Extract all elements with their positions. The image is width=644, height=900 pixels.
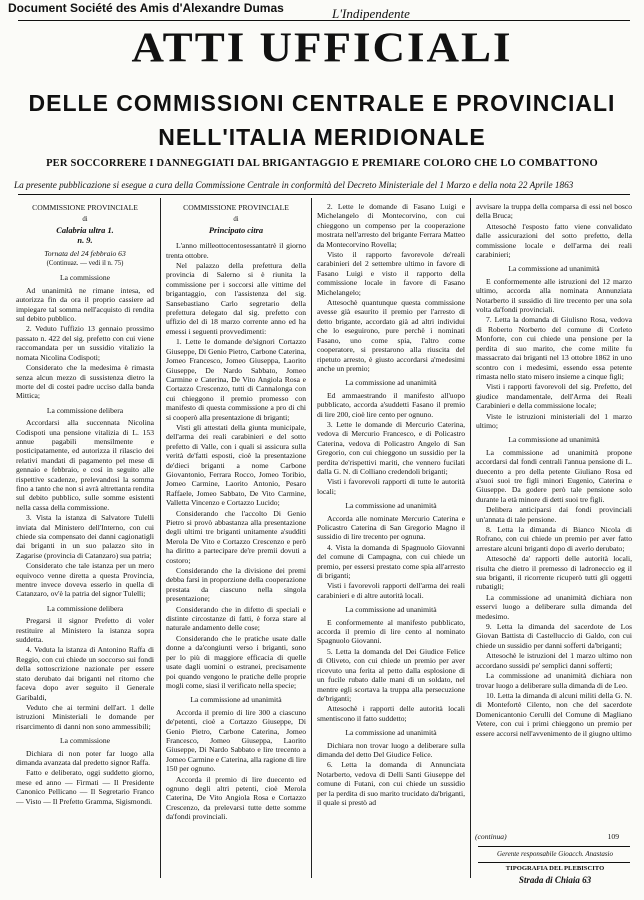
column-1	[16, 198, 154, 878]
watermark-text: Document Société des Amis d'Alexandre Dumas	[8, 1, 284, 15]
paragraph: Considerando che la divisione dei premi debba farsi in proporzione della cooperazione prestata da ciascuno nella singola presentazione;	[166, 566, 306, 604]
newspaper-name: L'Indipendente	[332, 6, 410, 21]
paragraph: La commissione ad unanimità dichiara non esservi luogo a deliberare sulla dimanda del medesimo.	[476, 592, 632, 621]
top-rule	[18, 20, 630, 21]
column-4	[476, 198, 632, 826]
paragraph: Attesochè l'esposto fatto viene convalidato dalle assicurazioni del sotto prefetto, della commissione locale e dell'arma dei reali carabinieri;	[476, 221, 632, 260]
paragraph: 3. Lette le domande di Mercurio Caterina, vedova di Mercurio Francesco, e di Policastro Caterina, vedova di Policastro Angelo di San Gregorio, con cui chieggono un sussidio per la perdita de'rispettivi mariti, che vennero fucilati dalla G. N. di Colliano credendoli briganti;	[317, 419, 465, 476]
masthead-line5: La presente pubblicazione si esegue a cura della Commissione Centrale in conformità del Decreto Ministeriale del 1 Marzo e della nota 22 Aprile 1863	[14, 180, 574, 190]
col2-heading: COMMISSIONE PROVINCIALE	[183, 203, 289, 212]
paragraph: Visti gli attestati della giunta municipale, dell'arma dei reali carabinieri e del sotto prefetto di Valle, con i quali si assicura sulla verità de'fatti esposti, cioè la presentazione de'dieci briganti a nome Carbone Giovantonio, Ferrara Rocco, Jomeo Toribio, Jomeo Carmine, Laorito Antonio, Pesaro Raffaele, Jomeo Sabbato, De Vito Carmine, Valletta Vincenzo e Cortazzo Lucido;	[166, 422, 306, 508]
paragraph: 5. Letta la domanda del Dei Giudice Felice di Oliveto, con cui chiede un premio per aver ricevuto una ferita al petto dalla esplosione di un fucile rubato dalle mani di un soldato, nel mentre egli scortava la truppa alla persecuzione de'briganti;	[317, 646, 465, 703]
col1-number: n. 9.	[77, 236, 93, 246]
paragraph: 7. Letta la domanda di Giulisno Rosa, vedova di Roberto Norberto del comune di Corleto Monforte, con cui chiede una pensione per la perdita di suo marito, che come milite fu massacrato dai briganti nel 13 ottobre 1862 in uno scontro con i medesimi, essendo essa petente rimasta nello stato misero insieme a cinque figli;	[476, 315, 632, 381]
footer-rule	[478, 846, 630, 847]
paragraph: Veduto che ai termini dell'art. 1 delle istruzioni Ministeriali le domande per risarcimento di danni non sono ammessibili;	[16, 702, 154, 731]
paragraph: Considerando che l'accolto Di Genio Pietro si provò abbastanza alla presentazione degli ultimi tre briganti unitamente a'sudditi Merola De Vito e Cortazzo Crescenzo e però ha diritto a partecipare de're premii dovuti a costoro;	[166, 508, 306, 565]
paragraph: Accorda il premio di lire 300 a ciascuno de'petenti, cioè a Cortazzo Giuseppe, Di Genio Pietro, Carbone Caterina, Jomeo Francesco, Jomeo Giuseppa, Laorito Giuseppe, Di Nardo Sabbato e lire trecento a Jomeo Carmine e Caterina, alla ragione di lire 150 per ognuno.	[166, 707, 306, 774]
col1-di: di	[82, 216, 88, 224]
masthead-title: ATTI UFFICIALI	[131, 23, 513, 71]
column-2	[166, 198, 306, 878]
column-divider	[311, 198, 312, 878]
paragraph: Accorda il premio di lire duecento ed ognuno degli altri petenti, cioè Merola Caterina, De Vito Angiola Rosa e Cortazzo Crescenzo, da prelevarsi tutte dette somme da'fondi provinciali.	[166, 774, 306, 822]
paragraph: Fatto e deliberato, oggi suddetto giorno, mese ed anno — Firmati — Il Presidente Canonico Pellicano — Il Segretario Franco — Visto — Il Prefetto Gramma, Sigismondi.	[16, 768, 154, 806]
paragraph: Considerato che tale istanza per un mero equivoco venne diretta a questa Provincia, mentre invece doveva esserlo in quella di Catanzaro, ov'è la patria del signor Tulelli;	[16, 561, 154, 599]
col1-heading: COMMISSIONE PROVINCIALE	[32, 203, 138, 212]
paragraph: Attesochè da' rapporti delle autorità locali, risulta che dietro il premesso di ladroneccio eg il sua briganti, il ricorrente ricuperò tutti gli oggetti rubatigli;	[476, 554, 632, 592]
paragraph: Delibera anticiparsi dai fondi provinciali un'annata di tale pensione.	[476, 505, 632, 524]
section-heading: La commissione ad unanimità	[345, 728, 437, 738]
paragraph: Accordarsi alla succennata Nicolina Codispoti una pensione vitalizia di L. 153 annue pagabili mensilmente e posticipatamente, ed autorizza il rilascio dei relativi mandati di pagamento pel mese di gennaio e febbraio, e così in seguito alle rispettive scadenze, prelevandosi la somma fino a tanto che non si avrà altrettanta rendita sul debito pubblico, sulle somme esistenti nella cassa della commissione.	[16, 418, 154, 512]
footer-rule-2	[478, 862, 630, 863]
paragraph: Considerato che la medesima è rimasta senza alcun mezzo di sussistenza dietro la morte del di costei padre ucciso dalla banda Mittica;	[16, 363, 154, 401]
paragraph: 8. Letta la dimanda di Bianco Nicola di Rofrano, con cui chiede un premio per aver fatto arrestare alcuni briganti dopo di averlo derubato;	[476, 525, 632, 553]
column-divider	[470, 198, 471, 878]
paragraph: Visti i favorevoli rapporti dell'arma dei reali carabinieri e di altre autorità locali.	[317, 581, 465, 600]
paragraph: Viste le istruzioni ministeriali del 1 marzo ultimo;	[476, 411, 632, 430]
paragraph: 1. Lette le domande de'signori Cortazzo Giuseppe, Di Genio Pietro, Carbone Caterina, Jomeo Francesco, Jomeo Giuseppa, Laorito Giuseppe, De Nardo Sabbato, Jomeo Carmine e Caterina, De Vito Angiola Rosa e Cortazzo Crescenzo, tutti di Cannalonga con cui chieggono il premio promesso con manifesto di questa commissione a pro di chi si cooperò alla presentazione di briganti;	[166, 337, 306, 422]
paragraph: La commissione ad unanimità propone accordarsi dal fondi centrali l'annua pensione di L. duecento a pro della petente Giuliano Rosa ed a'suoi suoi tre figli minori Eugenio, Caterina e Giuseppe. Da godere però tale pensione solo durante la età minore di detti suoi tre figli.	[476, 447, 632, 504]
paragraph: 4. Veduta la istanza di Antonino Raffa di Reggio, con cui chiede un soccorso sui fondi della sottoscrizione nazionale per essere stato derubato dai briganti nel ritorno che faceva dopo aver seguito il Generale Garibaldi,	[16, 645, 154, 702]
col1-province: Calabria ultra 1.	[56, 225, 114, 235]
paragraph: E conformemente al manifesto pubblicato, accorda il premio di lire cento al nominato Spagnuolo Giovanni.	[317, 617, 465, 646]
paragraph: Visti i rapporti favorevoli del sig. Prefetto, del giudice mandamentale, dell'Arma dei Reali Carabinieri e della commissione locale;	[476, 382, 632, 411]
paragraph: avvisare la truppa della comparsa di essi nel bosco della Bruca;	[476, 202, 632, 221]
paragraph: Ed ammaestrando il manifesto all'uopo pubblicato, accorda a'suddetti Fasano il premio di lire 200, cioè lire cento per ognuno.	[317, 390, 465, 419]
section-heading: La commissione ad unanimità	[508, 264, 600, 274]
paragraph: L'anno milleottocentosessantatrè il giorno trenta ottobre.	[166, 241, 306, 260]
section-heading: La commissione delibera	[46, 603, 124, 613]
section-heading: La commissione	[60, 273, 110, 283]
masthead-line2: DELLE COMMISSIONI CENTRALE E PROVINCIALI	[28, 90, 616, 116]
page-number: 109	[607, 832, 619, 841]
section-heading: La commissione ad unanimità	[345, 501, 437, 511]
paragraph: Ad unanimità ne rimane intesa, ed autorizza fin da ora il proprio cassiere ad impiegare tal somma nell'acquisto di rendita sul debito pubblico.	[16, 285, 154, 324]
masthead-rule	[18, 194, 630, 195]
col2-di: di	[233, 216, 239, 224]
col1-continuation: (Continuaz. — vedi il n. 75)	[46, 260, 124, 268]
paragraph: 6. Letta la domanda di Annunciata Notarberto, vedova di Delli Santi Giuseppe del comune di Futani, con cui chiede un sussidio per la perdita di suo marito trucidato da'briganti, il quale si prestò ad	[317, 760, 465, 807]
section-heading: La commissione ad unanimità	[345, 378, 437, 388]
paragraph: Pregarsi il signor Prefetto di voler restituire al Ministero la istanza sopra suddetta.	[16, 616, 154, 645]
masthead-line3: NELL'ITALIA MERIDIONALE	[158, 124, 486, 150]
paragraph: 2. Veduto l'uffizio 13 gennaio prossimo passato n. 422 del sig. prefetto con cui viene raccomandata per un sussidio vitalizio la nomata Nicolina Codispoti;	[16, 324, 154, 362]
paragraph: Nel palazzo della prefettura della provincia di Salerno si è riunita la commissione per i soccorsi alle vittime del brigantaggio, con l'assistenza del sig. Sansebastiano Carlo segretario della prefettura delegato dal sig. prefetto con uffizio del di 18 marzo corrente anno ed ha emessi i seguenti provvedimenti:	[166, 261, 306, 336]
column-divider	[160, 198, 161, 878]
paragraph: 2. Lette le domande di Fasano Luigi e Michelangelo di Montecorvino, con cui chieggono un compenso per la cooperazione mostrata nell'arresto del brigante Ferrara Matteo da Montecorvino Rovella;	[317, 202, 465, 249]
section-heading: La commissione ad unanimità	[345, 605, 437, 615]
paragraph: Visto il rapporto favorevole de'reali carabinieri del 2 settembre ultimo in favore di Fasano Luigi e visto il rapporto della commissione locale in favore di Fasano Michelangelo;	[317, 250, 465, 297]
tipografia-line: TIPOGRAFIA DEL PLEBISCITO	[505, 865, 605, 872]
paragraph: Attesochè quantunque questa commissione avesse già esaurito il premio per l'arresto di detto brigante, accordato già ad altri individui che lo eseguirono, pure perchè i nominati Fasano, uno come spia, l'altro come cooperatore, si prestarono alla riuscita del ripetuto arresto, è giusto accordarsi a'medesimi anche un premio;	[317, 298, 465, 373]
paragraph: 10. Letta la dimanda di alcuni militi della G. N. di Montefortè Cilento, non che del sacerdote Domenicantonio Cerulli del Comune di Magliano Vetere, con cui i primi chieggono un premio per essere accorsi nell'avvenimento de il giugno ultimo	[476, 690, 632, 738]
paragraph: La commissione ad unanimità dichiara non trovar luogo a deliberare sulla dimanda di de Leo.	[476, 671, 632, 690]
section-heading: La commissione ad unanimità	[508, 435, 600, 445]
paragraph: Dichiara non trovar luogo a deliberare sulla dimanda del detto Del Giudice Felice.	[317, 740, 465, 759]
col2-province: Principato citra	[208, 225, 264, 235]
paragraph: Considerando che in difetto di speciali e distinte circostanze di fatti, è forza stare al naturale andamento delle cose;	[166, 604, 306, 633]
paragraph: E conformemente alle istruzioni del 12 marzo ultimo, accorda alla nominata Annunziata Notarberto il sussidio di lire trecento per una sola volta da'fondi provinciali.	[476, 276, 632, 315]
gerente-line: Gerente responsabile Gioacch. Anastasio	[496, 850, 613, 858]
paragraph: Dichiara di non poter far luogo alla dimanda avanzata dal predetto signor Raffa.	[16, 748, 154, 767]
paragraph: 3. Vista la istanza di Salvatore Tulelli inviata dal Ministero dell'Interno, con cui chiede sia compensato dei danni cagionatigli dai briganti in un suo palazzo sito in Zagarise (provincia di Catanzaro) sua patria;	[16, 513, 154, 560]
masthead-line4: PER SOCCORRERE I DANNEGGIATI DAL BRIGANTAGGIO E PREMIARE COLORO CHE LO COMBATTONO	[46, 158, 598, 169]
paragraph: Accorda alle nominate Mercurio Caterina e Policastro Caterina di San Gregorio Magno il sussidio di lire trecento per ognuna.	[317, 513, 465, 542]
continua-label: (continua)	[475, 832, 507, 841]
strada-line: Strada di Chiaia 63	[518, 875, 592, 885]
section-heading: La commissione ad unanimità	[190, 695, 282, 705]
paragraph: Visti i favorevoli rapporti di tutte le autorità locali;	[317, 477, 465, 496]
paragraph: 4. Vista la domanda di Spagnuolo Giovanni del comune di Campagna, con cui chiede un premio, per essersi prestato come spia all'arresto di briganti;	[317, 542, 465, 581]
column-3	[317, 198, 465, 878]
col1-tornata: Tornata del 24 febbraio 63	[44, 248, 126, 258]
paragraph: 9. Letta la dimanda del sacerdote de Los Giovan Battista di Castelluccio di Galdo, con cui chiede un sussidio per danni sofferti da'briganti;	[476, 622, 632, 650]
paragraph: Attesochè i rapporti delle autorità locali smentiscono il fatto suddetto;	[317, 704, 465, 723]
section-heading: La commissione delibera	[46, 405, 124, 415]
paragraph: Attesochè le istruzioni del 1 marzo ultimo non accordano sussidi pe' semplici danni sofferti;	[476, 651, 632, 670]
section-heading: La commissione	[60, 736, 110, 746]
continua-line	[475, 832, 635, 841]
paragraph: Considerando che le pratiche usate dalle donne a da'congiunti verso i briganti, sono per lo più di maggiore efficacia di quelle usate dagli uomini o estranei, precisamente poi quando vengono le pratiche delle proprie mogli come, siasi il verificato nella specie;	[166, 633, 306, 690]
